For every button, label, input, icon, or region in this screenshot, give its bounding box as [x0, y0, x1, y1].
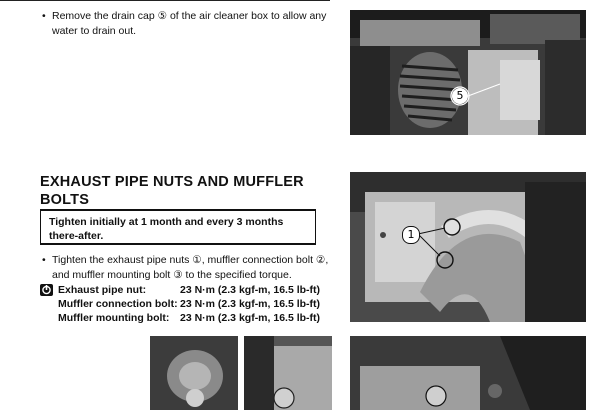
drain-step [42, 9, 332, 39]
muffler-photo-right [350, 336, 586, 410]
maintenance-notice: Tighten initially at 1 month and every 3 months there-after. [40, 209, 316, 245]
drain-cap-photo [350, 10, 586, 135]
torque-label: Muffler connection bolt: [58, 298, 178, 310]
muffler-photo-left [150, 336, 238, 410]
drain-step-text: Remove the drain cap ⑤ of the air cleaner box to allow any water to drain out. [52, 10, 327, 37]
torque-row [40, 283, 340, 297]
torque-spec-table [40, 283, 340, 325]
torque-value: 23 N·m (2.3 kgf-m, 16.5 lb-ft) [180, 312, 321, 324]
torque-value: 23 N·m (2.3 kgf-m, 16.5 lb-ft) [180, 284, 321, 296]
callout-5: 5 [452, 88, 468, 104]
bullet-marker: • [42, 254, 46, 266]
tighten-step [42, 253, 332, 283]
section-title: EXHAUST PIPE NUTS AND MUFFLER BOLTS [40, 174, 304, 208]
top-rule [0, 0, 330, 1]
torque-row [40, 297, 340, 311]
callout-1: 1 [402, 226, 420, 244]
bullet-marker: • [42, 10, 46, 22]
torque-row [40, 311, 340, 325]
torque-label: Muffler mounting bolt: [58, 312, 170, 324]
tighten-step-text: Tighten the exhaust pipe nuts ①, muffler connection bolt ②, and muffler mounting bolt ③ to the specified torque. [52, 254, 329, 281]
torque-label: Exhaust pipe nut: [58, 284, 147, 296]
exhaust-pipe-photo [350, 172, 586, 322]
torque-value: 23 N·m (2.3 kgf-m, 16.5 lb-ft) [180, 298, 321, 310]
muffler-photo-middle [244, 336, 332, 410]
